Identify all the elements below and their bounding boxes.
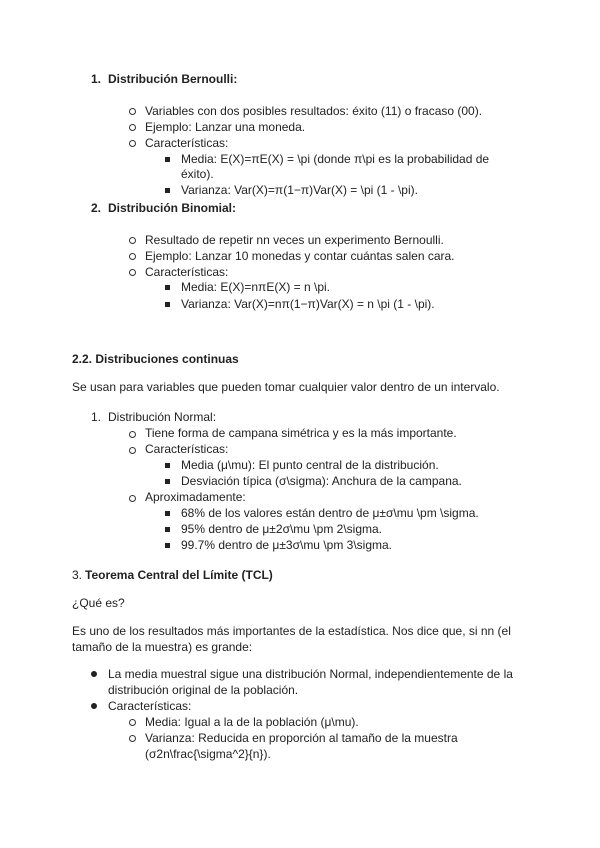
paragraph-continuation: tamaño de la muestra) es grande: [72, 640, 253, 654]
square-bullet-icon [165, 188, 170, 193]
list-item: Características: [145, 265, 229, 279]
square-bullet-icon [165, 302, 170, 307]
list-item: Media: E(X)=nπE(X) = n \pi. [181, 280, 331, 294]
list-item: 95% dentro de μ±2σ\mu \pm 2\sigma. [181, 522, 382, 536]
list-item: Tiene forma de campana simétrica y es la más importante. [145, 426, 457, 440]
list-item: Ejemplo: Lanzar 10 monedas y contar cuántas salen cara. [145, 249, 455, 263]
list-item: Varianza: Reducida en proporción al tamaño de la muestra [145, 731, 458, 745]
list-item: Media: E(X)=πE(X) = \pi (donde π\pi es la probabilidad de [181, 152, 490, 166]
section-heading-continuas: 2.2. Distribuciones continuas [72, 352, 239, 366]
circle-bullet-icon [129, 447, 136, 454]
dot-bullet-icon [91, 703, 97, 709]
square-bullet-icon [165, 527, 170, 532]
list-item: Media (μ\mu): El punto central de la distribución. [181, 458, 439, 472]
circle-bullet-icon [129, 124, 136, 131]
circle-bullet-icon [129, 431, 136, 438]
list-item: Resultado de repetir nn veces un experimento Bernoulli. [145, 233, 444, 247]
list-number: 2. [91, 201, 102, 215]
question-text: ¿Qué es? [72, 596, 125, 610]
list-item-continuation: (σ2n\frac{\sigma^2}{n}). [145, 747, 271, 761]
square-bullet-icon [165, 285, 170, 290]
square-bullet-icon [165, 479, 170, 484]
list-item: Características: [145, 136, 229, 150]
list-item-continuation: éxito). [181, 167, 214, 181]
list-number: 1. [91, 410, 102, 424]
circle-bullet-icon [129, 735, 136, 742]
list-item-normal: Distribución Normal: [108, 410, 217, 424]
list-item: Desviación típica (σ\sigma): Anchura de la campana. [181, 474, 462, 488]
list-item: Varianza: Var(X)=π(1−π)Var(X) = \pi (1 - \pi). [181, 183, 418, 197]
dot-bullet-icon [91, 671, 97, 677]
circle-bullet-icon [129, 253, 136, 260]
list-item: 68% de los valores están dentro de μ±σ\mu \pm \sigma. [181, 506, 479, 520]
square-bullet-icon [165, 511, 170, 516]
square-bullet-icon [165, 157, 170, 162]
list-item: Variables con dos posibles resultados: éxito (11) o fracaso (00). [145, 104, 483, 118]
list-item: Aproximadamente: [145, 490, 246, 504]
circle-bullet-icon [129, 140, 136, 147]
list-item: Varianza: Var(X)=nπ(1−π)Var(X) = n \pi (1 - \pi). [181, 297, 435, 311]
list-item: Características: [145, 442, 229, 456]
square-bullet-icon [165, 543, 170, 548]
circle-bullet-icon [129, 719, 136, 726]
section-heading-tcl: Teorema Central del Límite (TCL) [85, 568, 273, 582]
list-item: Características: [108, 699, 192, 713]
heading-bernoulli: Distribución Bernoulli: [108, 72, 238, 86]
circle-bullet-icon [129, 108, 136, 115]
circle-bullet-icon [129, 237, 136, 244]
section-number: 3. [72, 568, 83, 582]
circle-bullet-icon [129, 269, 136, 276]
square-bullet-icon [165, 463, 170, 468]
list-item-continuation: distribución original de la población. [108, 683, 299, 697]
list-number: 1. [91, 72, 102, 86]
list-item: La media muestral sigue una distribución Normal, independientemente de la [108, 667, 513, 681]
list-item: Ejemplo: Lanzar una moneda. [145, 120, 306, 134]
heading-binomial: Distribución Binomial: [108, 201, 237, 215]
list-item: Media: Igual a la de la población (μ\mu). [145, 715, 359, 729]
paragraph: Se usan para variables que pueden tomar cualquier valor dentro de un intervalo. [72, 380, 500, 394]
circle-bullet-icon [129, 495, 136, 502]
list-item: 99.7% dentro de μ±3σ\mu \pm 3\sigma. [181, 538, 393, 552]
paragraph: Es uno de los resultados más importantes de la estadística. Nos dice que, si nn (el [72, 624, 511, 638]
